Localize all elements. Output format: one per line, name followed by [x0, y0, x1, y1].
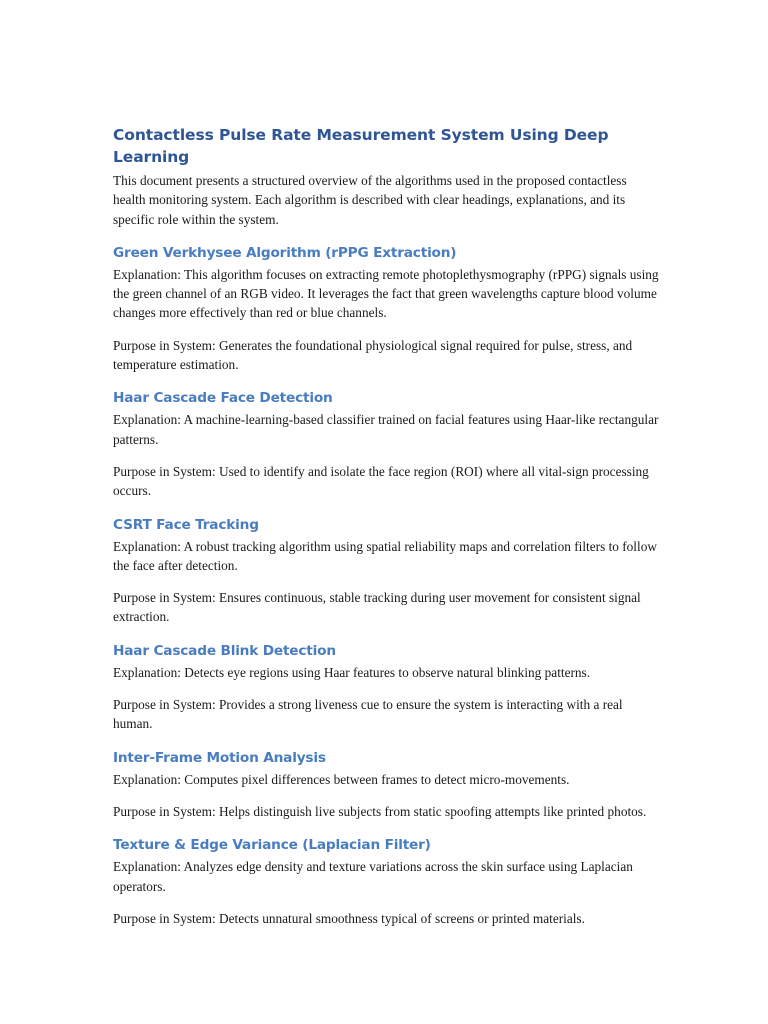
- section-heading: Texture & Edge Variance (Laplacian Filter): [113, 837, 431, 854]
- section-heading: Green Verkhysee Algorithm (rPPG Extraction): [113, 244, 457, 261]
- document-title: Contactless Pulse Rate Measurement System Using Deep Learning: [113, 126, 609, 166]
- section-green-verkhysee: [113, 243, 661, 374]
- section-purpose: Purpose in System: Provides a strong liveness cue to ensure the system is interacting with a real human.: [113, 697, 623, 732]
- section-heading: Haar Cascade Face Detection: [113, 390, 333, 407]
- section-explanation: Explanation: Computes pixel differences between frames to detect micro-movements.: [113, 771, 570, 787]
- section-explanation: Explanation: A machine-learning-based classifier trained on facial features using Haar-like rectangular patterns.: [113, 412, 659, 447]
- section-haar-blink-detection: [113, 641, 661, 734]
- section-explanation: Explanation: This algorithm focuses on extracting remote photoplethysmography (rPPG) signals using the green channel of an RGB video. It leverages the fact that green wavelengths capture blood volume changes more effectively than red or blue channels.: [113, 266, 659, 321]
- section-explanation: Explanation: A robust tracking algorithm using spatial reliability maps and correlation filters to follow the face after detection.: [113, 538, 657, 573]
- section-csrt-face-tracking: [113, 515, 661, 627]
- document-content: [113, 124, 661, 928]
- section-heading: Inter-Frame Motion Analysis: [113, 749, 326, 766]
- section-purpose: Purpose in System: Detects unnatural smoothness typical of screens or printed materials.: [113, 910, 585, 926]
- section-haar-face-detection: [113, 388, 661, 500]
- section-inter-frame-motion: [113, 748, 661, 822]
- section-heading: Haar Cascade Blink Detection: [113, 642, 336, 659]
- document-intro: This document presents a structured overview of the algorithms used in the proposed contactless health monitoring system. Each algorithm is described with clear headings, explanations, and its specific role within the system.: [113, 173, 627, 227]
- section-heading: CSRT Face Tracking: [113, 516, 259, 533]
- section-purpose: Purpose in System: Helps distinguish live subjects from static spoofing attempts like printed photos.: [113, 803, 647, 819]
- section-purpose: Purpose in System: Generates the foundational physiological signal required for pulse, stress, and temperature estimation.: [113, 337, 633, 373]
- section-purpose: Purpose in System: Ensures continuous, stable tracking during user movement for consistent signal extraction.: [113, 590, 641, 625]
- section-purpose: Purpose in System: Used to identify and isolate the face region (ROI) where all vital-sign processing occurs.: [113, 463, 649, 499]
- section-explanation: Explanation: Analyzes edge density and texture variations across the skin surface using Laplacian operators.: [113, 859, 633, 894]
- section-texture-edge-variance: [113, 835, 661, 928]
- section-explanation: Explanation: Detects eye regions using Haar features to observe natural blinking patterns.: [113, 664, 591, 680]
